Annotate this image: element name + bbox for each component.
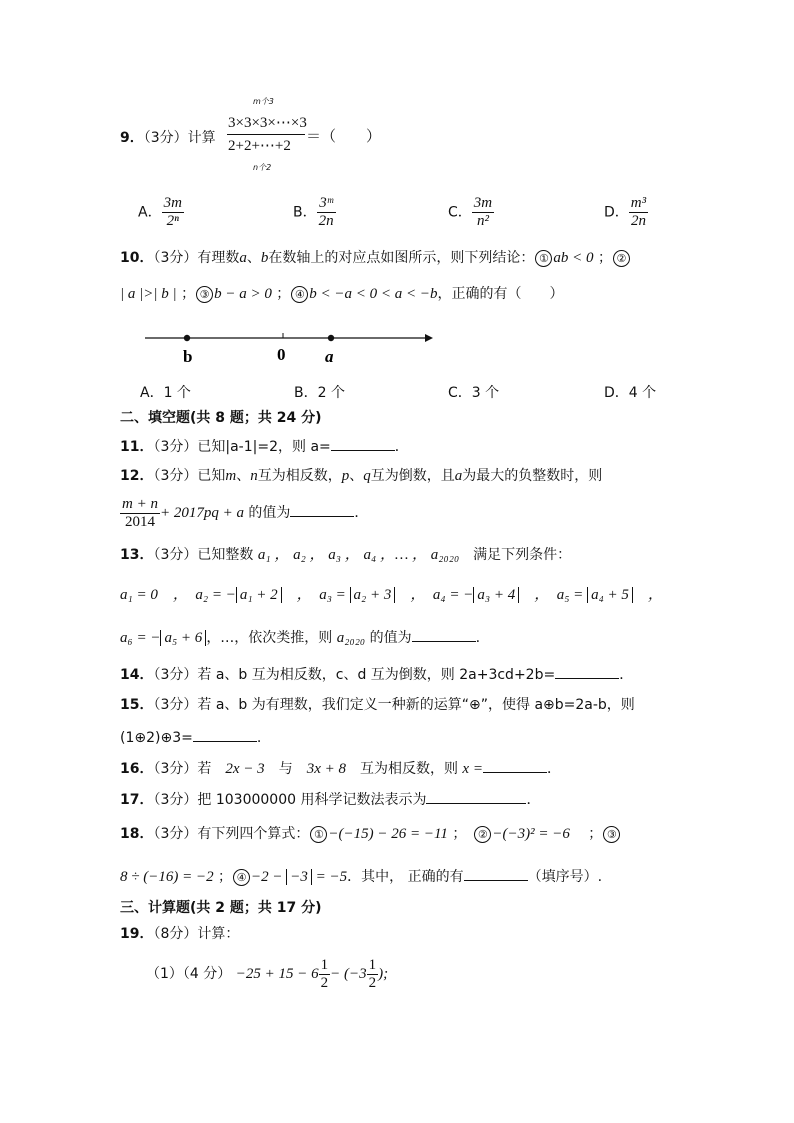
- q10-line2: | a |>| b | ； ③ b − a > 0 ； ④ b < −a < 0 < a < −b，正确的有（ ）: [120, 286, 564, 302]
- q10-option-c[interactable]: C．3 个: [448, 385, 500, 401]
- q13-answer-blank[interactable]: [412, 627, 476, 642]
- q17-answer-blank[interactable]: [426, 789, 526, 804]
- q13-line1: 13．（3分）已知整数 a₁ ， a₂ ， a₃ ， a₄ ，… ， a₂₀₂₀ 满足下列条件：: [120, 547, 572, 563]
- q12-answer-blank[interactable]: [290, 502, 354, 517]
- q9-stem: 9．（3分）计算: [120, 130, 216, 146]
- circled-4: ④: [291, 286, 308, 303]
- label-0: 0: [277, 345, 286, 364]
- q16: 16．（3分）若 2x − 3 与 3x + 8 互为相反数，则 x = ．: [120, 758, 561, 779]
- q17: 17．（3分）把 103000000 用科学记数法表示为 ．: [120, 789, 540, 810]
- point-a: [328, 335, 334, 341]
- q15-line2: (1⊕2)⊕3= .: [120, 727, 261, 748]
- q9-fraction-bar: [227, 134, 305, 135]
- label-b: b: [183, 347, 193, 366]
- q9-bottom-label: n个2: [253, 163, 272, 172]
- q9-top-label: m个3: [253, 97, 274, 106]
- circled-3: ③: [196, 286, 213, 303]
- section-3-heading: 三、计算题(共 2 题；共 17 分): [120, 900, 322, 916]
- q11-answer-blank[interactable]: [331, 436, 395, 451]
- q14-answer-blank[interactable]: [555, 664, 619, 679]
- q15-line1: 15．（3分）若 a、b 为有理数，我们定义一种新的运算“⊕”，使得 a⊕b=2a-b，则: [120, 697, 635, 713]
- number-line-arrow: [425, 334, 433, 342]
- q19: 19．（8分）计算：: [120, 926, 240, 942]
- q14: 14．（3分）若 a、b 互为相反数，c、d 互为倒数，则 2a+3cd+2b= ．: [120, 664, 633, 685]
- q9-option-b[interactable]: B． $\frac{\text{3ᵐ}}{2n}$: [293, 195, 334, 229]
- q9-verb: 计算: [187, 130, 216, 146]
- q10-number: 10: [120, 250, 140, 266]
- q9-number: 9: [120, 130, 130, 146]
- q12-line2: $\frac{m + n}{2014}$ + 2017pq + a 的值为 ．: [122, 495, 369, 530]
- q13-line3: a₆ = − a₅ + 6 ，…，依次类推，则 a₂₀₂₀ 的值为 .: [120, 627, 480, 648]
- q13-line2: a₁ = 0 ， a₂ = − a₁ + 2 ， a₃ = a₂ + 3 ， a₄ = − a₃ + 4 ， a₅ = a₄ + 5 ，: [120, 587, 663, 603]
- q18-line2: 8 ÷ (−16) = −2 ； ④ −2 − −3 = −5．其中， 正确的有 （填序号）.: [120, 866, 602, 887]
- q9-denominator: 2+2+⋯+2: [228, 138, 291, 154]
- point-b: [184, 335, 190, 341]
- q11: 11．（3分）已知|a-1|=2，则 a= ．: [120, 436, 409, 457]
- q9-option-a[interactable]: A． $\frac{3m}{\text{2ⁿ}}$: [138, 195, 182, 229]
- circled-1: ①: [535, 250, 552, 267]
- q12-line1: 12．（3分）已知m、n互为相反数，p、q互为倒数，且a为最大的负整数时，则: [120, 468, 603, 484]
- section-2-heading: 二、填空题(共 8 题；共 24 分): [120, 410, 322, 426]
- number-line-figure: [140, 326, 440, 370]
- q9-option-c[interactable]: C． $\frac{3m}{\text{n²}}$: [448, 195, 493, 229]
- q18-line1: 18．（3分）有下列四个算式： ① −(−15) − 26 = −11 ； ② −(−3)² = −6 ； ③: [120, 824, 621, 844]
- q9-option-d[interactable]: D． $\frac{\text{m³}}{2n}$: [604, 195, 647, 229]
- q10-option-d[interactable]: D．4 个: [604, 385, 657, 401]
- q9-equals-paren: ＝（ ）: [306, 129, 382, 145]
- q15-answer-blank[interactable]: [193, 727, 257, 742]
- q9-numerator: 3×3×3×⋯×3: [228, 115, 307, 131]
- q16-answer-blank[interactable]: [483, 758, 547, 773]
- q10-option-a[interactable]: A．1 个: [140, 385, 191, 401]
- q19-part1: （1）（4 分） −25 + 15 − 6 $\frac{1}{2}$ − (−3 $\frac{1}{2}$ );: [146, 956, 389, 991]
- q10-option-b[interactable]: B．2 个: [294, 385, 345, 401]
- label-a: a: [325, 347, 334, 366]
- q18-answer-blank[interactable]: [464, 866, 528, 881]
- circled-2: ②: [613, 250, 630, 267]
- q10-line1: 10．（3分）有理数a、b在数轴上的对应点如图所示，则下列结论： ① ab < 0 ； ②: [120, 248, 631, 268]
- q9-score: （3分）: [143, 130, 188, 146]
